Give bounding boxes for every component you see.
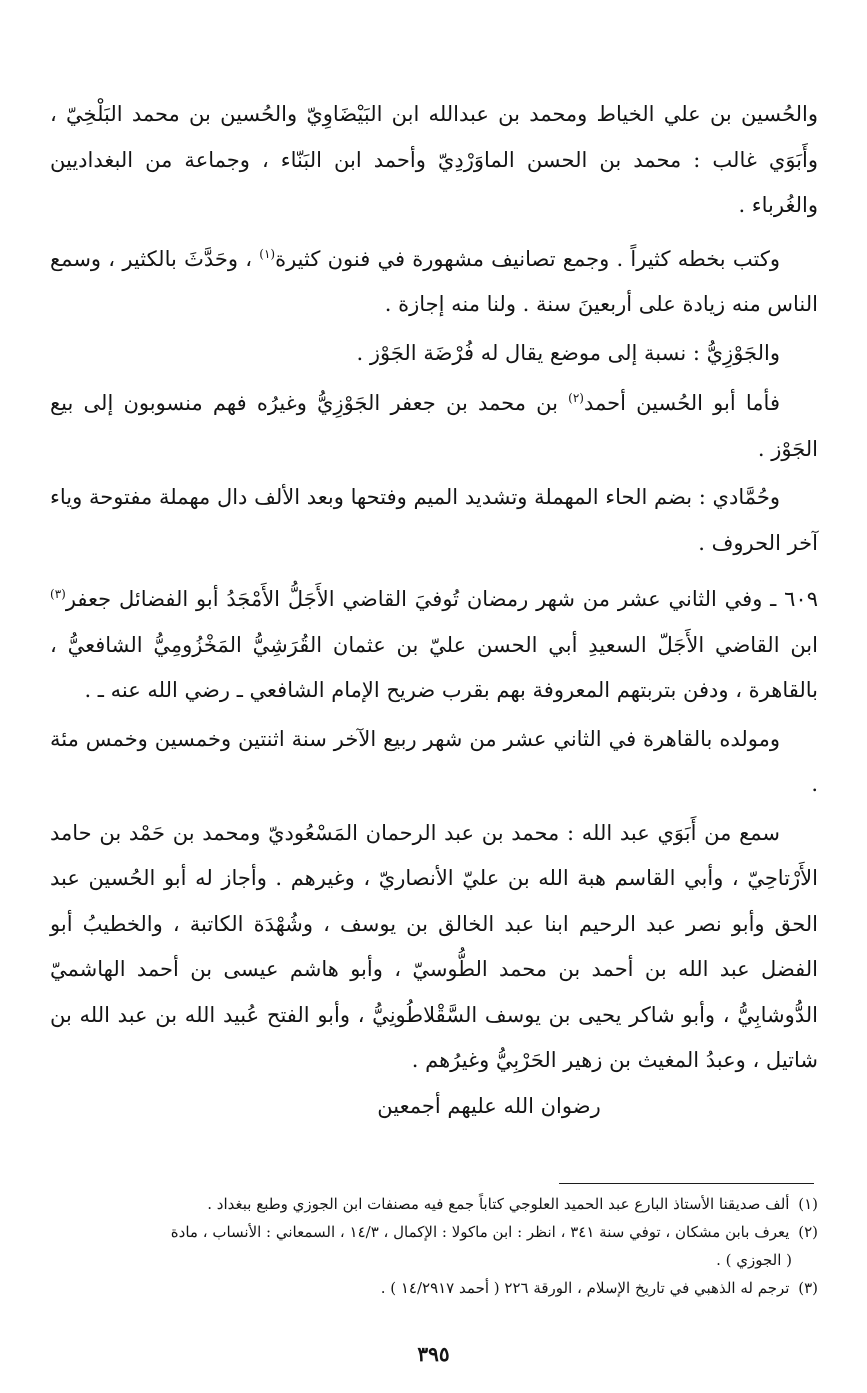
footnote-3 (50, 1274, 818, 1302)
paragraph-5-text: وحُمَّادي : بضم الحاء المهملة وتشديد الميم وفتحها وبعد الألف دال مهملة مفتوحة وياء آخر الحروف . (50, 485, 818, 555)
entry-609-text: ٦٠٩ ـ وفي الثاني عشر من شهر رمضان تُوفيَ القاضي الأَجَلُّ الأَمْجَدُ أبو الفضائل جعفر (65, 587, 818, 611)
entry-609 (50, 572, 818, 714)
paragraph-4-text: فأما أبو الحُسين أحمد (583, 391, 780, 415)
paragraph-7 (50, 717, 818, 808)
paragraph-3 (50, 331, 818, 377)
paragraph-3-text: والجَوْزِيُّ : نسبة إلى موضع يقال له فُرْضَة الجَوْز . (356, 340, 780, 365)
footnote-2 (50, 1218, 818, 1246)
paragraph-4-cont: بن محمد بن جعفر الجَوْزِيُّ وغيرُه فهم منسوبون إلى بيع الجَوْز . (50, 391, 818, 461)
footnote-2-continuation: ( الجوزي ) . (716, 1251, 792, 1269)
paragraph-4 (50, 376, 818, 472)
paragraph-2-cont: ، وحَدَّثَ بالكثير ، وسمع الناس منه زيادة على أربعينَ سنة . ولنا منه إجازة . (50, 246, 818, 316)
paragraph-2-text: وكتب بخطه كثيراً . وجمع تصانيف مشهورة في فنون كثيرة (275, 246, 780, 271)
footnote-2-text: يعرف بابن مشكان ، توفي سنة ٣٤١ ، انظر : ابن ماكولا : الإكمال ، ١٤/٣ ، السمعاني : الأنساب ، مادة (170, 1223, 790, 1241)
footnote-3-text: ترجم له الذهبي في تاريخ الإسلام ، الورقة ٢٢٦ ( أحمد ١٤/٢٩١٧ ) . (380, 1279, 790, 1297)
paragraph-8 (50, 811, 818, 1084)
footnote-2-number: (٢) (798, 1223, 818, 1241)
footnotes (50, 1190, 818, 1302)
page-body (50, 92, 818, 1129)
entry-609-cont: ابن القاضي الأَجَلّ السعيدِ أبي الحسن عليّ بن عثمان القُرَشِيُّ المَخْزُومِيُّ الشافعيُّ ، بالقاهرة ، ودفن بتربتهم المعروفة بهم بقرب ضريح الإمام الشافعي ـ رضي الله عنه ـ . (50, 632, 818, 702)
footnote-ref-3[interactable]: (٣) (50, 587, 66, 601)
footnote-1-text: ألف صديقنا الأستاذ البارع عبد الحميد العلوجي كتاباً جمع فيه مصنفات ابن الجوزي وطبع ببغداد . (207, 1195, 790, 1213)
footnote-ref-2[interactable]: (٢) (568, 391, 584, 405)
main-text (50, 92, 818, 1129)
paragraph-7-text: ومولده بالقاهرة في الثاني عشر من شهر ربيع الآخر سنة اثنتين وخمسين وخمس مئة . (50, 726, 818, 796)
footnote-1 (50, 1190, 818, 1218)
footnote-3-number: (٣) (798, 1279, 818, 1297)
page-number: ٣٩٥ (417, 1342, 450, 1366)
paragraph-1 (50, 92, 818, 229)
footnote-separator (559, 1183, 814, 1184)
paragraph-8-text: سمع من أَبَوَي عبد الله : محمد بن عبد الرحمان المَسْعُوديّ ومحمد بن حَمْد بن حامد الأَرْتاحِيّ ، وأبي القاسم هبة الله بن عليّ الأنصاريّ ، وغيرهم . وأجاز له أبو الحُسين عبد الحق وأبو نصر عبد الرحيم ابنا عبد الخالق بن يوسف ، وشُهْدَة الكاتبة ، والخطيبُ أبو الفضل عبد الله بن أحمد بن محمد الطُّوسيّ ، وأبو هاشم عيسى بن أحمد الهاشميّ الدُّوشابِيُّ ، وأبو شاكر يحيى بن يوسف السَّقْلاطُونِيُّ ، وأبو الفتح عُبيد الله بن عبد الله بن شاتيل ، وعبدُ المغيث بن زهير الحَرْبِيُّ وغيرُهم . (50, 820, 818, 1072)
footnote-1-number: (١) (798, 1195, 818, 1213)
footnote-ref-1[interactable]: (١) (259, 246, 276, 261)
paragraph-1-text: والحُسين بن علي الخياط ومحمد بن عبدالله ابن البَيْضَاوِيّ والحُسين بن محمد البَلْخِيّ ، وأَبَوَي غالب : محمد بن الحسن الماوَرْدِيّ وأحمد ابن البَنّاء ، وجماعة من البغداديين والغُرباء . (50, 102, 818, 217)
paragraph-5 (50, 475, 818, 566)
paragraph-2 (50, 232, 818, 328)
closing-line: رضوان الله عليهم أجمعين (377, 1093, 601, 1118)
